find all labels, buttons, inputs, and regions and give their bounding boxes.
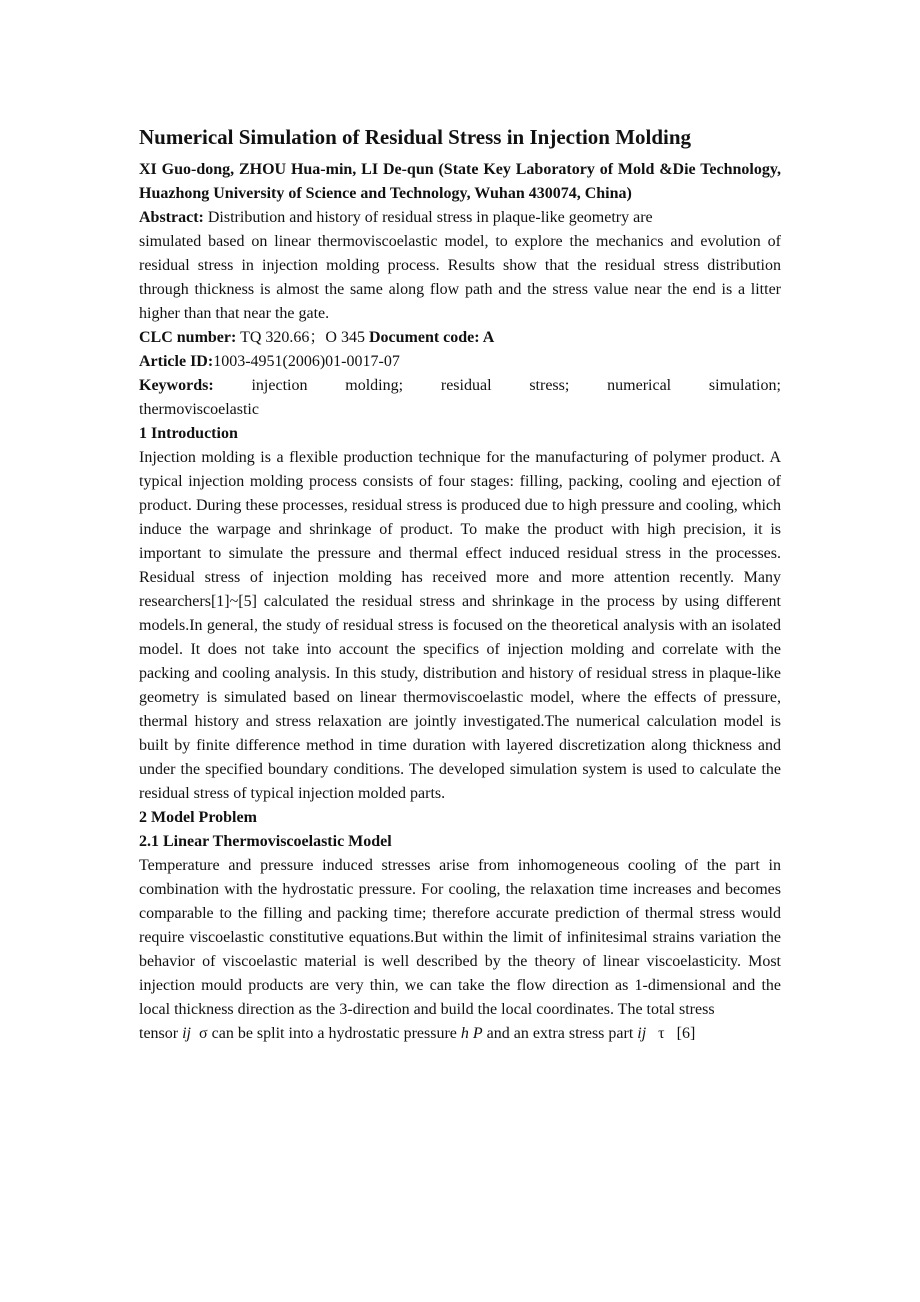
article-id-line [139, 350, 781, 374]
text-fragment: tensor [139, 1025, 183, 1042]
keyword: stress; [529, 377, 570, 394]
text-fragment: can be split into a hydrostatic pressure [207, 1025, 461, 1042]
reference-6: [6] [676, 1025, 696, 1042]
keywords-line [139, 374, 781, 398]
section-heading-introduction: 1 Introduction [139, 425, 238, 442]
section-heading-model-problem: 2 Model Problem [139, 809, 257, 826]
model-paragraph: Temperature and pressure induced stresses arise from inhomogeneous cooling of the part in combination with the hydrostatic pressure. For cooling, the relaxation time increases and becomes comparable to the filling and packing time; therefore accurate prediction of thermal stress would require viscoelastic constitutive equations.But within the limit of infinitesimal strains variation the behavior of viscoelastic material is well described by the theory of linear viscoelasticity. Most injection mould products are very thin, we can take the flow direction as 1-dimensional and the local thickness direction as the 3-direction and build the local coordinates. The total stress [139, 857, 781, 1018]
paper-title: Numerical Simulation of Residual Stress in Injection Molding [139, 125, 692, 149]
clc-line [139, 326, 781, 350]
keyword: numerical [607, 377, 672, 394]
keyword: residual [440, 377, 492, 394]
abstract-first-line [139, 206, 781, 230]
authors-affiliation: XI Guo-dong, ZHOU Hua-min, LI De-qun (State Key Laboratory of Mold &Die Technology, Huazhong University of Science and Technology, Wuhan 430074, China) [139, 161, 781, 202]
abstract-first-text: Distribution and history of residual stress in plaque-like geometry are [207, 209, 653, 226]
abstract-label: Abstract: [139, 209, 204, 226]
pressure-symbol: P [472, 1025, 483, 1042]
keyword: injection [251, 377, 308, 394]
keywords-label: Keywords: [139, 377, 214, 394]
sigma-symbol: σ [199, 1025, 208, 1042]
keyword: simulation; [708, 377, 781, 394]
keyword: molding; [345, 377, 404, 394]
clc-label: CLC number: [139, 329, 237, 346]
text-fragment: and an extra stress part [482, 1025, 638, 1042]
introduction-paragraph: Injection molding is a flexible production technique for the manufacturing of polymer product. A typical injection molding process consists of four stages: filling, packing, cooling and ejection of product. During these processes, residual stress is produced due to high pressure and cooling, which induce the warpage and shrinkage of product. To make the product with high precision, it is important to simulate the pressure and thermal effect induced residual stress in the processes. Residual stress of injection molding has received more and more attention recently. Many researchers[1]~[5] calculated the residual stress and shrinkage in the process by using different models.In general, the study of residual stress is focused on the theoretical analysis with an isolated model. It does not take into account the specifics of injection molding and correlate with the packing and cooling analysis. In this study, distribution and history of residual stress in plaque-like geometry is simulated based on linear thermoviscoelastic model, where the effects of pressure, thermal history and stress relaxation are jointly investigated.The numerical calculation model is built by finite difference method in time duration with layered discretization along thickness and under the specified boundary conditions. The developed simulation system is used to calculate the residual stress of typical injection molded parts. [139, 449, 781, 802]
subscript-ij: ij [182, 1025, 191, 1042]
article-id-value: 1003-4951(2006)01-0017-07 [213, 353, 400, 370]
document-code: Document code: A [368, 329, 495, 346]
subscript-ij: ij [637, 1025, 647, 1042]
keyword-last: thermoviscoelastic [139, 401, 259, 418]
model-last-line [139, 1022, 781, 1046]
paper-page [139, 122, 781, 1046]
article-id-label: Article ID: [139, 353, 214, 370]
subsection-heading-thermoviscoelastic: 2.1 Linear Thermoviscoelastic Model [139, 833, 392, 850]
subscript-h: h [460, 1025, 469, 1042]
abstract-text: simulated based on linear thermoviscoelastic model, to explore the mechanics and evolution of residual stress in injection molding process. Results show that the residual stress distribution through thickness is almost the same along flow path and the stress value near the end is a litter higher than that near the gate. [139, 233, 781, 322]
tau-symbol: τ [658, 1025, 665, 1042]
clc-value: TQ 320.66；O 345 [240, 329, 365, 346]
